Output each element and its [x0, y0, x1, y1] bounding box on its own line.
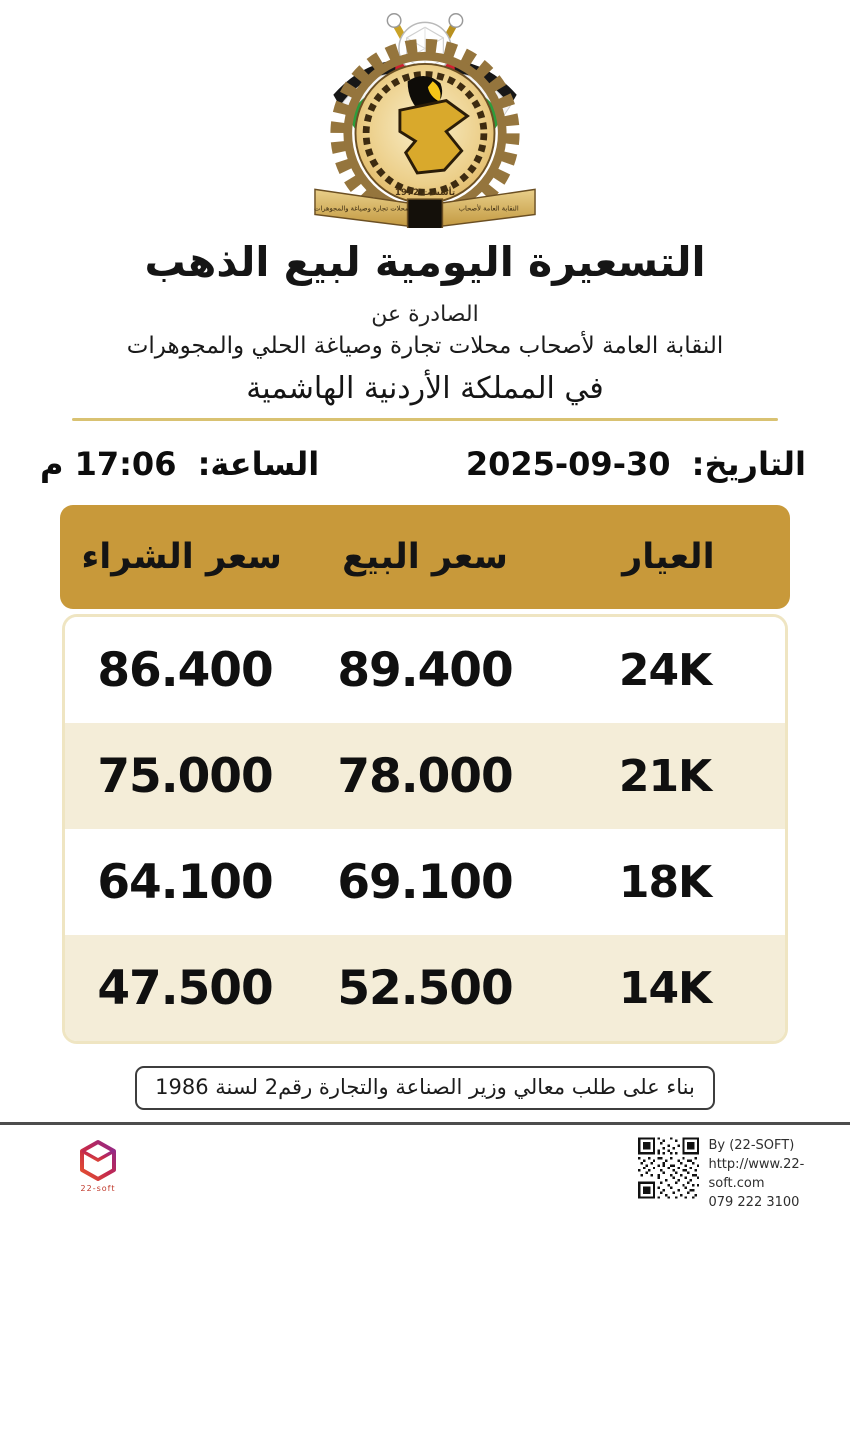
- price-table-body: [62, 614, 788, 1044]
- karat-value: 14K: [618, 962, 712, 1014]
- vendor-cube-logo-icon: [78, 1139, 118, 1183]
- established-text: تأسست 1972: [394, 188, 456, 199]
- time-label: الساعة:: [197, 445, 320, 483]
- karat-value: 24K: [618, 644, 712, 696]
- column-header-sell: سعر البيع: [342, 537, 508, 577]
- vendor-logo-block: [72, 1139, 124, 1193]
- credit-url: http://www.22-soft.com: [708, 1156, 805, 1191]
- column-header-buy: سعر الشراء: [81, 537, 282, 577]
- sell-price: 89.400: [337, 642, 513, 698]
- vendor-caption: 22-soft: [80, 1184, 116, 1193]
- syndicate-emblem-logo: [299, 6, 551, 228]
- table-row-21k: [65, 723, 785, 829]
- banner-left-text: محلات تجارة وصياغة والمجوهرات: [314, 204, 409, 213]
- column-header-karat: العيار: [622, 537, 715, 577]
- buy-price: 86.400: [97, 642, 273, 698]
- gold-divider-rule: [72, 418, 778, 421]
- table-row-14k: [65, 935, 785, 1041]
- time-pair: [40, 445, 319, 483]
- table-row-18k: [65, 829, 785, 935]
- buy-price: 64.100: [97, 854, 273, 910]
- page-title: التسعيرة اليومية لبيع الذهب: [144, 238, 706, 286]
- karat-value: 21K: [618, 750, 712, 802]
- sell-price: 78.000: [337, 748, 513, 804]
- organization-line: النقابة العامة لأصحاب محلات تجارة وصياغة الحلي والمجوهرات: [126, 333, 724, 359]
- kingdom-line: في المملكة الأردنية الهاشمية: [246, 371, 604, 406]
- buy-price: 75.000: [97, 748, 273, 804]
- date-value: 30-09-2025: [465, 445, 671, 483]
- sell-price: 52.500: [337, 960, 513, 1016]
- time-value: 17:06 م: [40, 445, 177, 483]
- credit-lines: [708, 1135, 850, 1212]
- credit-phone: 079 222 3100: [708, 1194, 800, 1210]
- table-row-24k: [65, 617, 785, 723]
- credit-by: By (22-SOFT): [708, 1138, 795, 1153]
- ministerial-footnote: بناء على طلب معالي وزير الصناعة والتجارة رقم2 لسنة 1986: [135, 1066, 715, 1110]
- price-table-header: [60, 505, 790, 609]
- credit-block: [638, 1135, 850, 1212]
- qr-code-icon: [638, 1135, 699, 1201]
- emblem-container: [0, 0, 850, 228]
- datetime-row: [0, 445, 850, 483]
- date-label: التاريخ:: [691, 445, 806, 483]
- buy-price: 47.500: [97, 960, 273, 1016]
- emblem-disc: [356, 64, 495, 203]
- sell-price: 69.100: [337, 854, 513, 910]
- issued-by-line: الصادرة عن: [371, 302, 479, 327]
- banner-right-text: النقابة العامة لأصحاب: [458, 204, 519, 213]
- date-pair: [466, 445, 806, 483]
- karat-value: 18K: [618, 856, 712, 908]
- footer: [0, 1125, 850, 1235]
